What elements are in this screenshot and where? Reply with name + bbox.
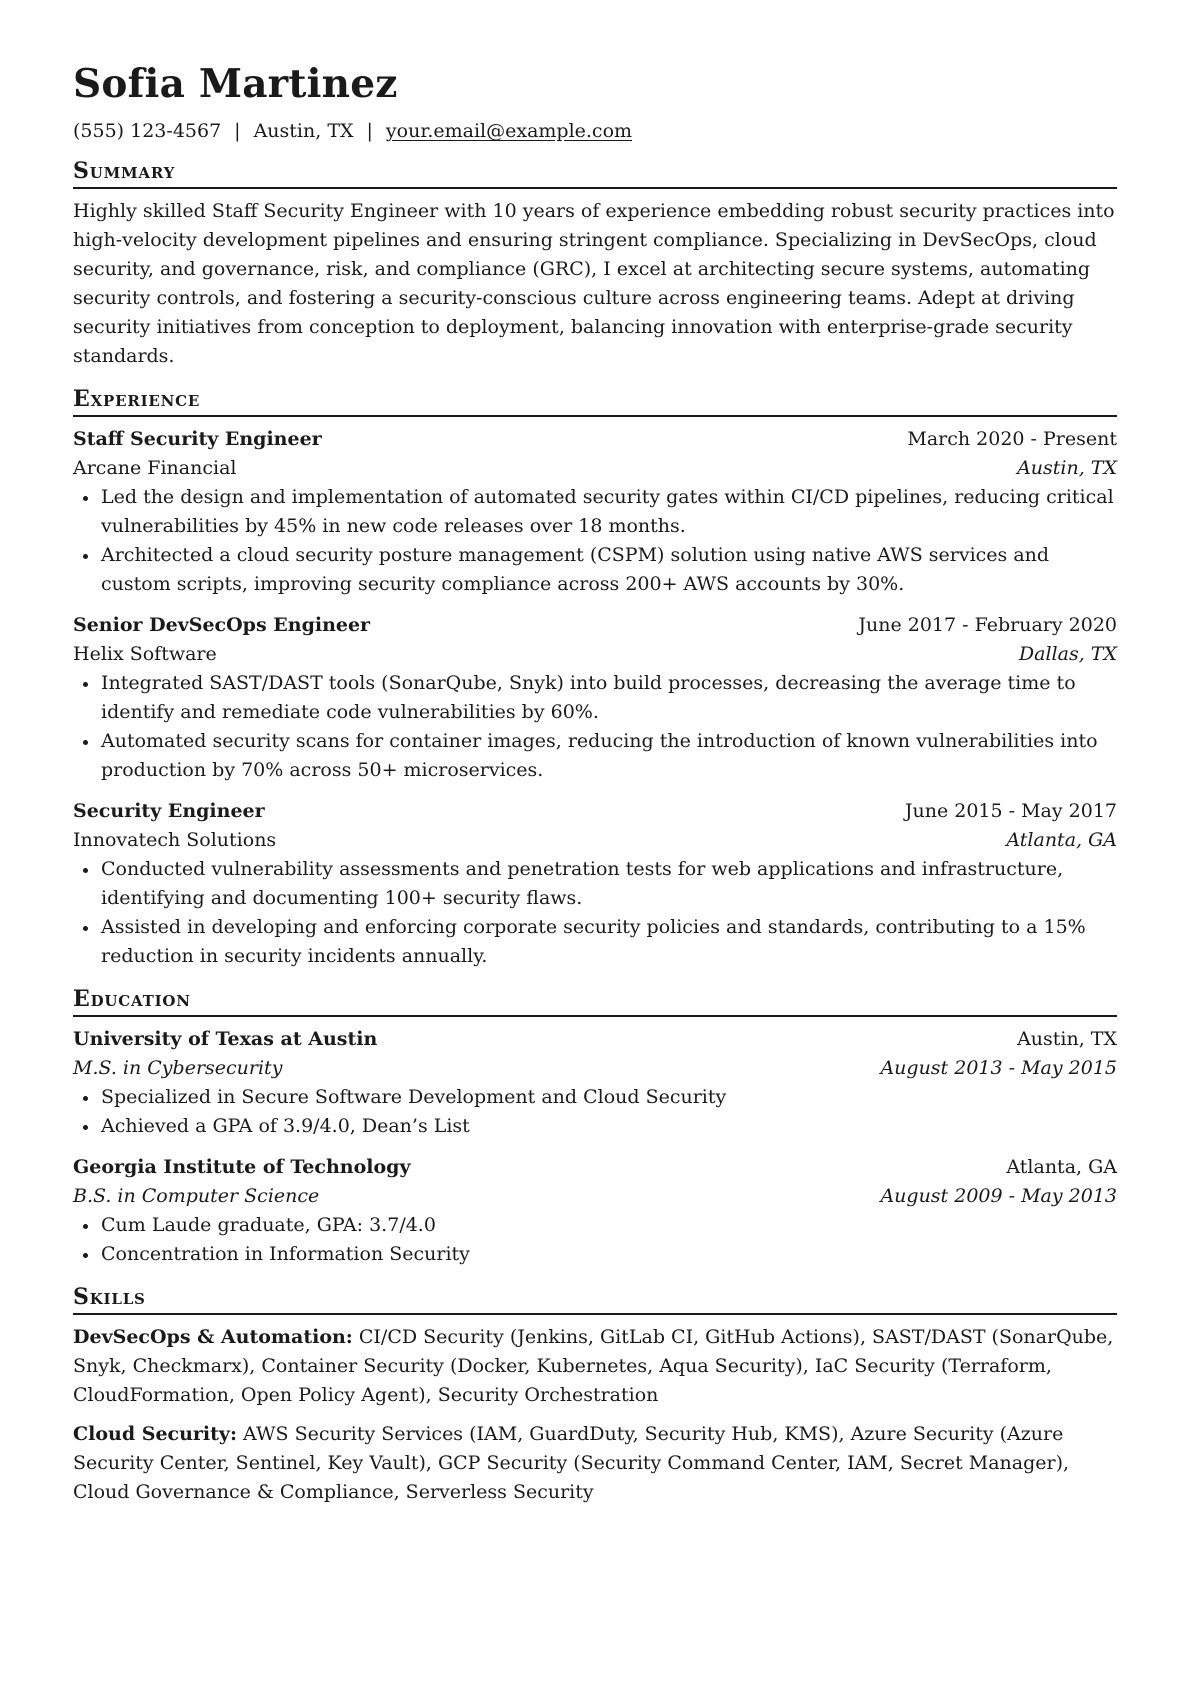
- bullet-item: Integrated SAST/DAST tools (SonarQube, Snyk) into build processes, decreasing the average time to identify and remediate code vulnerabilities by 60%.: [73, 669, 1117, 727]
- company-name: Helix Software: [73, 643, 217, 665]
- job-dates: June 2015 - May 2017: [904, 800, 1117, 822]
- phone: (555) 123-4567: [73, 120, 222, 142]
- school-location: Atlanta, GA: [1006, 1156, 1117, 1178]
- education-entry: [73, 1153, 1117, 1269]
- skill-label: Cloud Security:: [73, 1423, 237, 1445]
- experience-entry: [73, 797, 1117, 971]
- job-title: Staff Security Engineer: [73, 428, 322, 450]
- summary-text: Highly skilled Staff Security Engineer with 10 years of experience embedding robust security practices into high-velocity development pipelines and ensuring stringent compliance. Specializing in DevSecOps, cloud security, and governance, risk, and compliance (GRC), I excel at architecting secure systems, automating security controls, and fostering a security-conscious culture across engineering teams. Adept at driving security initiatives from conception to deployment, balancing innovation with enterprise-grade security standards.: [73, 200, 1115, 367]
- job-bullets: [73, 483, 1117, 599]
- job-location: Dallas, TX: [1018, 643, 1117, 665]
- job-dates: June 2017 - February 2020: [858, 614, 1117, 636]
- separator: |: [366, 120, 373, 142]
- contact-line: [73, 116, 1117, 146]
- job-dates: March 2020 - Present: [907, 428, 1117, 450]
- separator: |: [234, 120, 241, 142]
- job-location: Austin, TX: [1017, 457, 1117, 479]
- email-link[interactable]: your.email@example.com: [385, 120, 633, 142]
- job-bullets: [73, 669, 1117, 785]
- school-name: Georgia Institute of Technology: [73, 1156, 411, 1178]
- skill-group: [73, 1323, 1117, 1410]
- degree: B.S. in Computer Science: [73, 1185, 320, 1207]
- skill-group: [73, 1420, 1117, 1507]
- school-location: Austin, TX: [1017, 1028, 1117, 1050]
- candidate-name: Sofia Martinez: [73, 61, 398, 107]
- degree: M.S. in Cybersecurity: [73, 1057, 283, 1079]
- bullet-item: Specialized in Secure Software Development and Cloud Security: [73, 1083, 1117, 1112]
- bullet-item: Conducted vulnerability assessments and penetration tests for web applications and infrastructure, identifying and documenting 100+ security flaws.: [73, 855, 1117, 913]
- education-dates: August 2009 - May 2013: [880, 1185, 1117, 1207]
- skills-heading: Skills: [73, 1284, 1117, 1315]
- company-name: Arcane Financial: [73, 457, 237, 479]
- education-heading: Education: [73, 986, 1117, 1017]
- education-entry: [73, 1025, 1117, 1141]
- experience-entry: [73, 611, 1117, 785]
- bullet-item: Achieved a GPA of 3.9/4.0, Dean’s List: [73, 1112, 1117, 1141]
- education-bullets: [73, 1083, 1117, 1141]
- bullet-item: Cum Laude graduate, GPA: 3.7/4.0: [73, 1211, 1117, 1240]
- school-name: University of Texas at Austin: [73, 1028, 378, 1050]
- experience-heading: Experience: [73, 386, 1117, 417]
- skill-label: DevSecOps & Automation:: [73, 1326, 353, 1348]
- education-dates: August 2013 - May 2015: [880, 1057, 1117, 1079]
- education-bullets: [73, 1211, 1117, 1269]
- skill-text: CI/CD Security (Jenkins, GitLab CI, GitHub Actions), SAST/DAST (SonarQube, Snyk, Checkmarx), Container Security (Docker, Kubernetes, Aqua Security), IaC Security (Terraform, CloudFormation, Open Policy Agent), Security Orchestration: [73, 1326, 1114, 1406]
- job-location: Atlanta, GA: [1006, 829, 1117, 851]
- bullet-item: Automated security scans for container images, reducing the introduction of known vulnerabilities into production by 70% across 50+ microservices.: [73, 727, 1117, 785]
- bullet-item: Concentration in Information Security: [73, 1240, 1117, 1269]
- bullet-item: Architected a cloud security posture management (CSPM) solution using native AWS services and custom scripts, improving security compliance across 200+ AWS accounts by 30%.: [73, 541, 1117, 599]
- job-bullets: [73, 855, 1117, 971]
- bullet-item: Assisted in developing and enforcing corporate security policies and standards, contributing to a 15% reduction in security incidents annually.: [73, 913, 1117, 971]
- experience-entry: [73, 425, 1117, 599]
- summary-heading: Summary: [73, 158, 1117, 189]
- bullet-item: Led the design and implementation of automated security gates within CI/CD pipelines, reducing critical vulnerabilities by 45% in new code releases over 18 months.: [73, 483, 1117, 541]
- job-title: Senior DevSecOps Engineer: [73, 614, 371, 636]
- job-title: Security Engineer: [73, 800, 265, 822]
- skill-text: AWS Security Services (IAM, GuardDuty, Security Hub, KMS), Azure Security (Azure Security Center, Sentinel, Key Vault), GCP Security (Security Command Center, IAM, Secret Manager), Cloud Governance & Compliance, Serverless Security: [73, 1423, 1070, 1503]
- location: Austin, TX: [253, 120, 354, 142]
- company-name: Innovatech Solutions: [73, 829, 277, 851]
